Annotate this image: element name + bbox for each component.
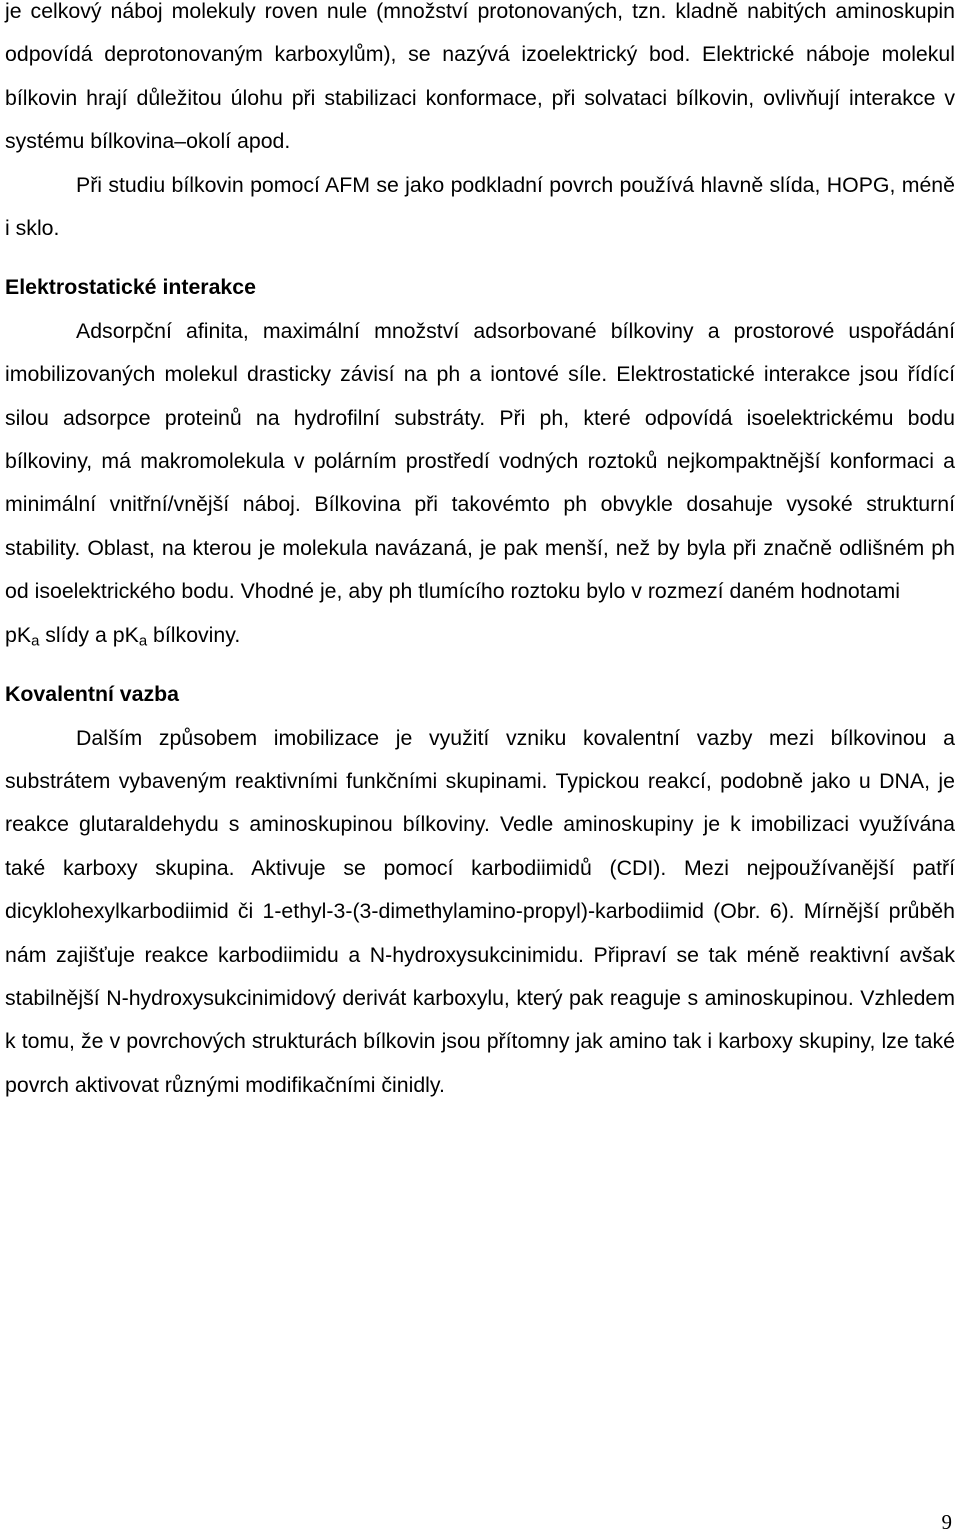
page-number: 9	[941, 1510, 952, 1534]
pka-subscript-protein: a	[138, 633, 148, 650]
paragraph-intro: je celkový náboj molekuly roven nule (množství protonovaných, tzn. kladně nabitých aminoskupin odpovídá deprotonovaným karboxylům), se nazývá izoelektrický bod. Elektrické náboje molekul bílkovin hrají důležitou úlohu při stabilizaci konformace, při solvataci bílkovin, ovlivňují interakce v systému bílkovina–okolí apod.	[5, 0, 955, 154]
pka-symbol-mica: pK	[5, 622, 32, 647]
pka-symbol-protein: pK	[112, 622, 139, 647]
pka-subscript-mica: a	[31, 633, 40, 650]
pka-text-end: bílkoviny.	[153, 622, 241, 647]
document-body	[5, 0, 955, 1107]
paragraph-covalent: Dalším způsobem imobilizace je využití vzniku kovalentní vazby mezi bílkovinou a substrátem vybaveným reaktivními funkčními skupinami. Typickou reakcí, podobně jako u DNA, je reakce glutaraldehydu s aminoskupinou bílkoviny. Vedle aminoskupiny je k imobilizaci využívána také karboxy skupina. Aktivuje se pomocí karbodiimidů (CDI). Mezi nejpoužívanější patří dicyklohexylkarbodiimid či 1-ethyl-3-(3-dimethylamino-propyl)-karbodiimid (Obr. 6). Mírnější průběh nám zajišťuje reakce karbodiimidu a N-hydroxysukcinimidu. Připraví se tak méně reaktivní avšak stabilnější N-hydroxysukcinimidový derivát karboxylu, který pak reaguje s aminoskupinou. Vzhledem k tomu, že v povrchových strukturách bílkovin jsou přítomny jak amino tak i karboxy skupiny, lze také povrch aktivovat různými modifikačními činidly.	[5, 725, 955, 1097]
pka-text-mid: slídy a	[45, 622, 107, 647]
paragraph-electrostatic-text: Adsorpční afinita, maximální množství adsorbované bílkoviny a prostorové uspořádání imobilizovaných molekul drasticky závisí na ph a iontové síle. Elektrostatické interakce jsou řídící silou adsorpce proteinů na hydrofilní substráty. Při ph, které odpovídá isoelektrickému bodu bílkoviny, má makromolekula v polárním prostředí vodných roztoků nejkompaktnější konformaci a minimální vnitřní/vnější náboj. Bílkovina při takovémto ph obvykle dosahuje vysoké strukturní stability. Oblast, na kterou je molekula navázaná, je pak menší, než by byla při značně odlišném ph od isoelektrického bodu. Vhodné je, aby ph tlumícího roztoku bylo v rozmezí daném hodnotami	[5, 318, 955, 604]
heading-covalent: Kovalentní vazba	[5, 682, 179, 707]
paragraph-afm: Při studiu bílkovin pomocí AFM se jako podkladní povrch používá hlavně slída, HOPG, méně i sklo.	[5, 172, 955, 241]
heading-electrostatic: Elektrostatické interakce	[5, 275, 256, 300]
paragraph-electrostatic	[5, 310, 955, 657]
